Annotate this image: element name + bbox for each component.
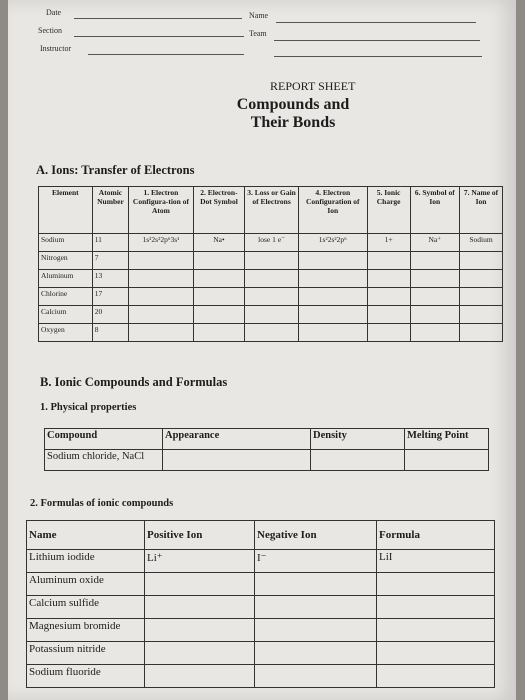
table-cell[interactable] bbox=[377, 596, 495, 619]
page-title bbox=[218, 96, 368, 132]
table-cell[interactable] bbox=[298, 324, 367, 342]
table-cell: Aluminum bbox=[39, 270, 93, 288]
table-cell[interactable] bbox=[460, 324, 503, 342]
table-row bbox=[27, 642, 495, 665]
table-cell[interactable] bbox=[129, 270, 193, 288]
formulas-title: 2. Formulas of ionic compounds bbox=[30, 498, 174, 509]
table-cell[interactable] bbox=[410, 306, 459, 324]
table-cell: Calcium bbox=[39, 306, 93, 324]
table-cell[interactable] bbox=[193, 306, 245, 324]
table-row bbox=[39, 234, 503, 252]
table-cell[interactable] bbox=[129, 306, 193, 324]
col-positive-ion: Positive Ion bbox=[145, 521, 255, 550]
table-row bbox=[39, 252, 503, 270]
physical-properties-title: 1. Physical properties bbox=[40, 402, 137, 413]
table-cell[interactable] bbox=[145, 642, 255, 665]
table-cell[interactable] bbox=[367, 252, 410, 270]
table-cell[interactable] bbox=[193, 324, 245, 342]
table-cell[interactable] bbox=[193, 252, 245, 270]
table-cell: Lithium iodide bbox=[27, 550, 145, 573]
table-cell[interactable] bbox=[129, 252, 193, 270]
ions-table-header bbox=[39, 187, 503, 234]
table-cell[interactable] bbox=[460, 270, 503, 288]
table-cell[interactable] bbox=[405, 450, 489, 471]
table-cell[interactable] bbox=[298, 252, 367, 270]
table-cell: Nitrogen bbox=[39, 252, 93, 270]
physical-properties-table bbox=[44, 428, 489, 471]
table-row bbox=[39, 288, 503, 306]
table-cell: Sodium chloride, NaCl bbox=[45, 450, 163, 471]
table-cell[interactable] bbox=[377, 665, 495, 688]
col-melting-point: Melting Point bbox=[405, 429, 489, 450]
table-row bbox=[27, 619, 495, 642]
table-cell: Aluminum oxide bbox=[27, 573, 145, 596]
table-cell[interactable] bbox=[145, 665, 255, 688]
section-a-title: A. Ions: Transfer of Electrons bbox=[36, 163, 195, 177]
table-cell: Chlorine bbox=[39, 288, 93, 306]
table-cell[interactable] bbox=[163, 450, 311, 471]
table-cell[interactable] bbox=[145, 573, 255, 596]
table-cell[interactable] bbox=[410, 252, 459, 270]
col-electron-config-atom: 1. Electron Configura-tion of Atom bbox=[129, 187, 193, 234]
section-label: Section bbox=[38, 26, 62, 35]
table-cell[interactable] bbox=[193, 288, 245, 306]
col-compound: Compound bbox=[45, 429, 163, 450]
table-cell[interactable] bbox=[460, 252, 503, 270]
section-b-title: B. Ionic Compounds and Formulas bbox=[40, 375, 228, 389]
table-cell[interactable]: LiI bbox=[377, 550, 495, 573]
table-cell[interactable] bbox=[245, 288, 299, 306]
table-cell: Calcium sulfide bbox=[27, 596, 145, 619]
table-cell[interactable] bbox=[245, 270, 299, 288]
table-cell[interactable] bbox=[193, 270, 245, 288]
table-cell[interactable] bbox=[145, 619, 255, 642]
table-cell[interactable] bbox=[410, 324, 459, 342]
col-loss-gain: 3. Loss or Gain of Electrons bbox=[245, 187, 299, 234]
table-cell[interactable] bbox=[255, 573, 377, 596]
table-cell[interactable]: lose 1 e⁻ bbox=[245, 234, 299, 252]
table-cell[interactable] bbox=[377, 642, 495, 665]
table-cell[interactable] bbox=[245, 306, 299, 324]
table-cell[interactable] bbox=[255, 619, 377, 642]
table-row bbox=[39, 306, 503, 324]
table-cell: Potassium nitride bbox=[27, 642, 145, 665]
table-cell[interactable]: Sodium bbox=[460, 234, 503, 252]
name-line bbox=[276, 22, 476, 23]
report-sheet-label: REPORT SHEET bbox=[270, 79, 356, 93]
table-cell: Oxygen bbox=[39, 324, 93, 342]
table-cell[interactable] bbox=[255, 665, 377, 688]
table-cell[interactable] bbox=[255, 596, 377, 619]
col-density: Density bbox=[311, 429, 405, 450]
table-cell[interactable]: Na• bbox=[193, 234, 245, 252]
col-electron-config-ion: 4. Electron Configuration of Ion bbox=[298, 187, 367, 234]
table-cell[interactable] bbox=[145, 596, 255, 619]
col-ionic-charge: 5. Ionic Charge bbox=[367, 187, 410, 234]
formulas-header bbox=[27, 521, 495, 550]
col-appearance: Appearance bbox=[163, 429, 311, 450]
report-sheet-page bbox=[8, 0, 516, 700]
table-cell[interactable]: Li⁺ bbox=[145, 550, 255, 573]
table-cell[interactable] bbox=[245, 324, 299, 342]
table-cell: 7 bbox=[92, 252, 129, 270]
col-atomic-number: Atomic Number bbox=[92, 187, 129, 234]
table-cell[interactable] bbox=[129, 288, 193, 306]
table-cell: 11 bbox=[92, 234, 129, 252]
col-name-ion: 7. Name of Ion bbox=[460, 187, 503, 234]
table-row bbox=[27, 550, 495, 573]
date-line bbox=[74, 18, 242, 19]
table-cell[interactable] bbox=[255, 642, 377, 665]
physical-properties-header bbox=[45, 429, 489, 450]
table-cell[interactable] bbox=[245, 252, 299, 270]
table-cell[interactable]: 1s²2s²2p⁶ bbox=[298, 234, 367, 252]
table-cell[interactable] bbox=[377, 619, 495, 642]
table-cell: 20 bbox=[92, 306, 129, 324]
col-element: Element bbox=[39, 187, 93, 234]
table-row bbox=[27, 665, 495, 688]
instructor-label: Instructor bbox=[40, 44, 72, 53]
table-row bbox=[39, 324, 503, 342]
table-cell[interactable] bbox=[460, 288, 503, 306]
team-line bbox=[274, 40, 480, 41]
table-row bbox=[39, 270, 503, 288]
instructor-line bbox=[88, 54, 244, 55]
col-negative-ion: Negative Ion bbox=[255, 521, 377, 550]
table-cell[interactable] bbox=[129, 324, 193, 342]
table-cell[interactable]: Na⁺ bbox=[410, 234, 459, 252]
col-formula: Formula bbox=[377, 521, 495, 550]
table-cell[interactable] bbox=[298, 288, 367, 306]
table-cell[interactable] bbox=[367, 324, 410, 342]
table-cell: 17 bbox=[92, 288, 129, 306]
date-label: Date bbox=[46, 8, 62, 17]
table-cell[interactable] bbox=[377, 573, 495, 596]
table-cell: Sodium bbox=[39, 234, 93, 252]
table-cell[interactable]: I⁻ bbox=[255, 550, 377, 573]
table-cell[interactable] bbox=[367, 288, 410, 306]
table-cell[interactable]: 1+ bbox=[367, 234, 410, 252]
table-cell: Magnesium bromide bbox=[27, 619, 145, 642]
table-cell[interactable] bbox=[298, 306, 367, 324]
table-cell[interactable] bbox=[367, 306, 410, 324]
table-cell[interactable] bbox=[410, 288, 459, 306]
col-symbol-ion: 6. Symbol of Ion bbox=[410, 187, 459, 234]
table-cell[interactable] bbox=[311, 450, 405, 471]
table-row bbox=[27, 573, 495, 596]
title-line-1: Compounds and bbox=[236, 96, 350, 113]
formulas-table bbox=[26, 520, 495, 688]
table-cell[interactable] bbox=[298, 270, 367, 288]
team-label: Team bbox=[249, 29, 267, 38]
name-label: Name bbox=[249, 11, 269, 20]
col-electron-dot: 2. Electron-Dot Symbol bbox=[193, 187, 245, 234]
table-row bbox=[45, 450, 489, 471]
table-cell[interactable] bbox=[410, 270, 459, 288]
table-cell[interactable] bbox=[460, 306, 503, 324]
section-line bbox=[74, 36, 244, 37]
table-cell[interactable] bbox=[367, 270, 410, 288]
table-row bbox=[27, 596, 495, 619]
col-name: Name bbox=[27, 521, 145, 550]
table-cell: Sodium fluoride bbox=[27, 665, 145, 688]
ions-table bbox=[38, 186, 503, 342]
table-cell[interactable]: 1s²2s²2p⁶3s¹ bbox=[129, 234, 193, 252]
table-cell: 8 bbox=[92, 324, 129, 342]
extra-line bbox=[274, 56, 482, 57]
table-cell: 13 bbox=[92, 270, 129, 288]
title-line-2: Their Bonds bbox=[250, 114, 336, 131]
